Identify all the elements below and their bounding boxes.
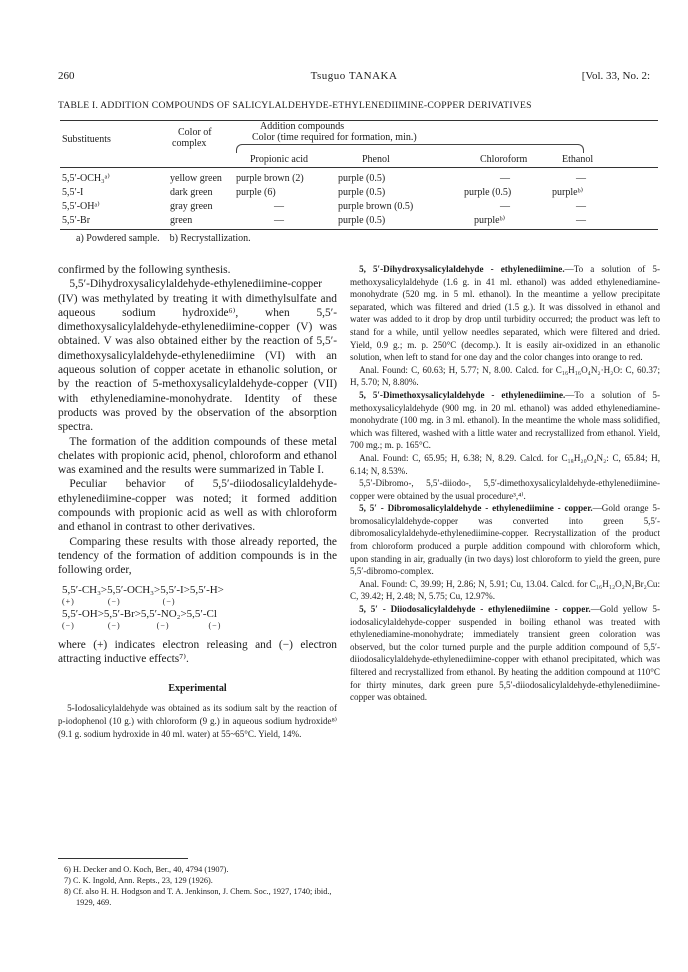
table-cell: 5,5′-OCH₃ᵃ⁾ <box>62 173 110 184</box>
table-caption: TABLE I. ADDITION COMPOUNDS OF SALICYLALDEHYDE-ETHYLENEDIIMINE-COPPER DERIVATIVES <box>58 100 532 111</box>
paragraph: Comparing these results with those already reported, the tendency of the formation of addition compounds is in the following order, <box>58 535 337 577</box>
analysis: Anal. Found: C, 60.63; H, 5.77; N, 8.00. Calcd. for C₁₆H₁₆O₄N₂·H₂O: C, 60.37; H, 5.70; N, 8.80%. <box>350 364 660 388</box>
table-cell: — <box>500 201 510 212</box>
paragraph: 5-Iodosalicylaldehyde was obtained as its sodium salt by the reaction of p-iodophenol (10 g.) with chloroform (9 g.) in aqueous sodium hydroxide⁸⁾ (9.1 g. sodium hydroxide in 40 ml. water) at 55~65°C. Yield, 14%. <box>58 703 337 739</box>
section-dihydroxy <box>350 263 660 364</box>
col-ethanol: Ethanol <box>562 154 594 165</box>
table-cell: — <box>500 173 510 184</box>
running-header <box>58 70 650 84</box>
section-title: 5, 5′-Dihydroxysalicylaldehyde - ethylenediimine. <box>359 264 565 274</box>
paragraph: The formation of the addition compounds of these metal chelates with propionic acid, phenol, chloroform and ethanol was examined and the results were summarized in Table I. <box>58 435 337 477</box>
table-cell: gray green <box>170 201 213 212</box>
section-body: —To a solution of 5-methoxysalicylaldehyde (1.6 g. in 41 ml. ethanol) was added ethylenediamine-monohydrate (520 mg. in 5 ml. ethanol). In the meantime a yellow precipitate separated, which was filtered and dried (1.5 g.). It was dissolved in ethanol and water was added to it drop by drop until turbidity occurred; the product was left to stand for a while, until yellow needles separated, which were filtered and dried. Yield, 0.9 g.; m. p. 250°C (decomp.). It is easily air-oxidized in an ethanolic solution, when left to stand for one day and the color changes into orange to red. <box>350 264 660 363</box>
head-color-of: Color of <box>178 127 212 138</box>
table-cell: — <box>274 201 284 212</box>
footnotes <box>64 864 334 908</box>
table-cell: green <box>170 215 193 226</box>
col-propionic: Propionic acid <box>250 154 309 165</box>
table-footnote: a) Powdered sample. b) Recrystallization. <box>76 233 251 244</box>
section-dibromo <box>350 502 660 578</box>
footnote-7: 7) C. K. Ingold, Ann. Repts., 23, 129 (1926). <box>64 876 213 885</box>
footnote-8: 8) Cf. also H. H. Hodgson and T. A. Jenkinson, J. Chem. Soc., 1927, 1740; ibid., 1929, 469. <box>64 887 332 907</box>
table-cell: purple (0.5) <box>338 215 386 226</box>
col-chloroform: Chloroform <box>480 154 528 165</box>
order-marks-1: (+) (−) (−) <box>62 596 176 606</box>
paragraph: where (+) indicates electron releasing and (−) electron attracting inductive effects⁷⁾. <box>58 638 337 665</box>
table-cell: purple brown (0.5) <box>338 201 414 212</box>
footnote-6: 6) H. Decker and O. Koch, Ber., 40, 4794 (1907). <box>64 865 229 874</box>
table-cell: purple (6) <box>236 187 276 198</box>
footnote-rule <box>58 858 188 859</box>
section-diiodo <box>350 603 660 704</box>
table-cell: purpleᵇ⁾ <box>474 215 506 226</box>
order-series <box>62 584 337 632</box>
table-cell: — <box>576 215 586 226</box>
analysis: Anal. Found: C, 39.99; H, 2.86; N, 5.91; Cu, 13.04. Calcd. for C₁₆H₁₂O₂N₂Br₂Cu: C, 39.42; H, 2.48; N, 5.75; Cu, 12.97%. <box>350 578 660 602</box>
section-title: 5, 5′-Dimethoxysalicylaldehyde - ethylenediimine. <box>359 389 566 400</box>
table-bottom-rule <box>60 229 658 230</box>
paragraph: 5,5′-Dibromo-, 5,5′-diiodo-, 5,5′-dimethoxysalicylaldehyde-ethylenediimine-copper were obtained by the usual procedure³,⁴⁾. <box>350 478 660 501</box>
table-cell: 5,5′-Br <box>62 215 91 226</box>
head-addition: Addition compounds <box>260 121 345 132</box>
table-cell: yellow green <box>170 173 222 184</box>
paragraph: 5,5′-Dihydroxysalicylaldehyde-ethylenediimine-copper (IV) was methylated by treating it with dimethylsulfate and aqueous sodium hydroxide⁶⁾, when 5,5′-dimethoxysalicylaldehyde-ethylenediimine-copper (V) was obtained. V was also obtained either by the reaction of 5,5′-dimethoxysalicylaldehyde-ethylenediimine (VI) with an aqueous solution of copper acetate in ethanolic solution, or by the reaction of 5-methoxysalicylaldehyde-copper (VII) with ethylenediamine-monohydrate. Identity of these products was proved by the observation of the absorption spectra. <box>58 278 337 434</box>
section-body: —Gold yellow 5-iodosalicylaldehyde-copper suspended in boiling ethanol was treated with ethylenediamine-monohydrate; immediately transient green coloration was observed, but the color turned purple and the purple addition compound of 5,5′-diiodosalicylaldehyde-ethylenediimine-copper with ethanol precipitated, which was filtered and recrystallized from ethanol. By heating the addition compound at 110°C for thirty minutes, dark green pure 5,5′-diiodosalicylaldehyde-ethylenediimine-copper was obtained. <box>350 604 661 703</box>
table-cell: — <box>274 215 284 226</box>
section-title: 5, 5′ - Diiodosalicylaldehyde - ethylenediimine - copper. <box>359 604 591 615</box>
table-head-rule <box>60 167 658 168</box>
order-marks-2: (−) (−) (−) (−) <box>62 620 222 630</box>
analysis: Anal. Found: C, 65.95; H, 6.38; N, 8.29. Calcd. for C₁₈H₂₀O₄N₂: C, 65.84; H, 6.14; N, 8.53%. <box>350 452 660 476</box>
table-cell: — <box>576 173 586 184</box>
right-column <box>350 263 660 704</box>
table-cell: purple (0.5) <box>338 187 386 198</box>
running-author: Tsuguo TANAKA <box>310 70 398 82</box>
order-line-2: 5,5′-OH>5,5′-Br>5,5′-NO₂>5,5′-Cl <box>62 607 217 620</box>
paragraph: Peculiar behavior of 5,5′-diiodosalicylaldehyde-ethylenediimine-copper was noted; it formed addition compounds with propionic acid as well as with chloroform and ethanol in contrast to other derivatives. <box>58 478 337 534</box>
table-cell: — <box>576 201 586 212</box>
table-cell: purple brown (2) <box>236 173 304 184</box>
order-line-1: 5,5′-CH₃>5,5′-OCH₃>5,5′-I>5,5′-H> <box>62 583 224 596</box>
section-title: 5, 5′ - Dibromosalicylaldehyde - ethylenediimine - copper. <box>359 503 593 514</box>
table-cell: purpleᵇ⁾ <box>552 187 584 198</box>
head-complex: complex <box>172 138 207 149</box>
page-number: 260 <box>58 70 75 82</box>
head-substituents: Substituents <box>62 134 111 145</box>
table-cell: 5,5′-I <box>62 187 84 198</box>
table-top-rule <box>60 120 658 121</box>
section-body: —Gold orange 5-bromosalicylaldehyde-copper was converted into green 5,5′-dibromosalicylaldehyde-ethylenediimine-copper. Recrystallization of the product from chloroform produced a purple addition compound with chloroform which, upon standing in air, gradually (in two days) lost chloroform to yield the green, pure 5,5′-dibromo-complex. <box>350 503 660 577</box>
table-cell: purple (0.5) <box>464 187 512 198</box>
experimental-heading: Experimental <box>168 683 227 695</box>
header-brace <box>236 144 584 153</box>
col-phenol: Phenol <box>362 154 390 165</box>
paragraph: confirmed by the following synthesis. <box>58 264 231 276</box>
table-cell: 5,5′-OHᵃ⁾ <box>62 201 100 212</box>
section-dimethoxy <box>350 389 660 452</box>
section-body: —To a solution of 5-methoxysalicylaldehyde (900 mg. in 20 ml. ethanol) was added ethylenediamine-monohydrate (100 mg. in 3 ml. ethanol). In the meantime the whole mass solidified, which was filtered, washed with a little water and recrystallized from ethanol. Yield, 700 mg.; m. p. 165°C. <box>350 389 660 451</box>
volume-info: [Vol. 33, No. 2: <box>581 70 650 82</box>
table-cell: purple (0.5) <box>338 173 386 184</box>
head-color-time: Color (time required for formation, min.) <box>252 132 417 143</box>
left-column <box>58 263 337 740</box>
table-cell: dark green <box>170 187 213 198</box>
